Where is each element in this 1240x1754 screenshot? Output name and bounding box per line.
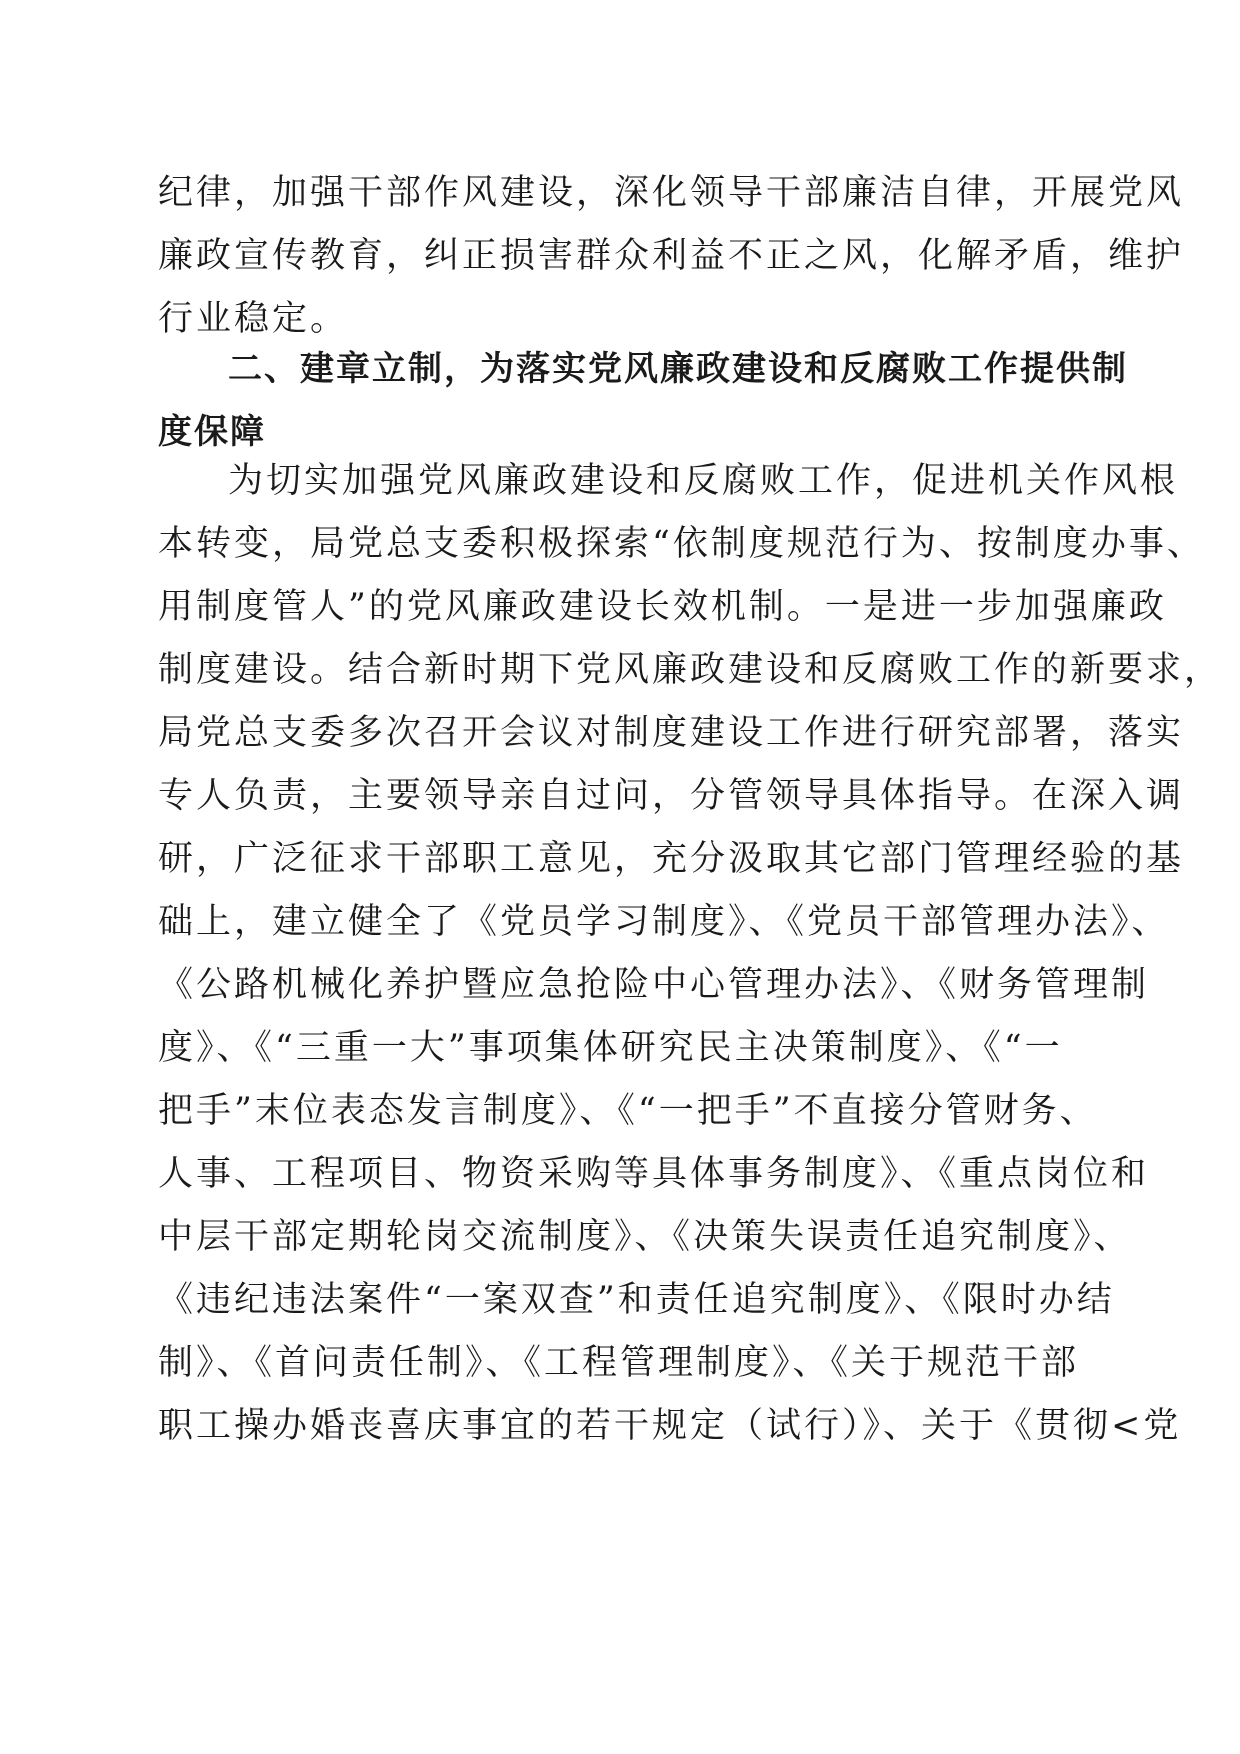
paragraph-line: 行业稳定。 (158, 299, 349, 339)
paragraph-line: 为切实加强党风廉政建设和反腐败工作，促进机关作风根 (228, 461, 1179, 501)
paragraph-line: 用制度管人”的党风廉政建设长效机制。一是进一步加强廉政 (158, 587, 1167, 627)
paragraph-line: 《公路机械化养护暨应急抢险中心管理办法》、《财务管理制 (158, 965, 1150, 1005)
body-paragraph (158, 450, 1223, 1458)
paragraph-line: 制度建设。结合新时期下党风廉政建设和反腐败工作的新要求， (158, 650, 1223, 690)
intro-paragraph (158, 162, 1185, 351)
section-heading-line-1: 二、建章立制，为落实党风廉政建设和反腐败工作提供制 (228, 349, 1128, 389)
paragraph-line: 职工操办婚丧喜庆事宜的若干规定（试行）》、关于《贯彻<党 (158, 1406, 1182, 1446)
paragraph-line: 局党总支委多次召开会议对制度建设工作进行研究部署，落实 (158, 713, 1185, 753)
section-heading-line-2: 度保障 (158, 412, 266, 452)
section-heading (158, 338, 1128, 464)
paragraph-line: 中层干部定期轮岗交流制度》、《决策失误责任追究制度》、 (158, 1217, 1132, 1257)
paragraph-line: 研，广泛征求干部职工意见，充分汲取其它部门管理经验的基 (158, 839, 1185, 879)
paragraph-line: 把手”末位表态发言制度》、《“一把手”不直接分管财务、 (158, 1091, 1098, 1131)
paragraph-line: 本转变，局党总支委积极探索“依制度规范行为、按制度办事、 (158, 524, 1205, 564)
paragraph-line: 专人负责，主要领导亲自过问，分管领导具体指导。在深入调 (158, 776, 1185, 816)
paragraph-line: 《违纪违法案件“一案双查”和责任追究制度》、《限时办结 (158, 1280, 1115, 1320)
paragraph-line: 纪律，加强干部作风建设，深化领导干部廉洁自律，开展党风 (158, 173, 1185, 213)
paragraph-line: 制》、《首问责任制》、《工程管理制度》、《关于规范干部 (158, 1343, 1080, 1383)
paragraph-line: 人事、工程项目、物资采购等具体事务制度》、《重点岗位和 (158, 1154, 1150, 1194)
paragraph-line: 度》、《“三重一大”事项集体研究民主决策制度》、《“一 (158, 1028, 1063, 1068)
paragraph-line: 础上，建立健全了《党员学习制度》、《党员干部管理办法》、 (158, 902, 1170, 942)
paragraph-line: 廉政宣传教育，纠正损害群众利益不正之风，化解矛盾，维护 (158, 236, 1185, 276)
